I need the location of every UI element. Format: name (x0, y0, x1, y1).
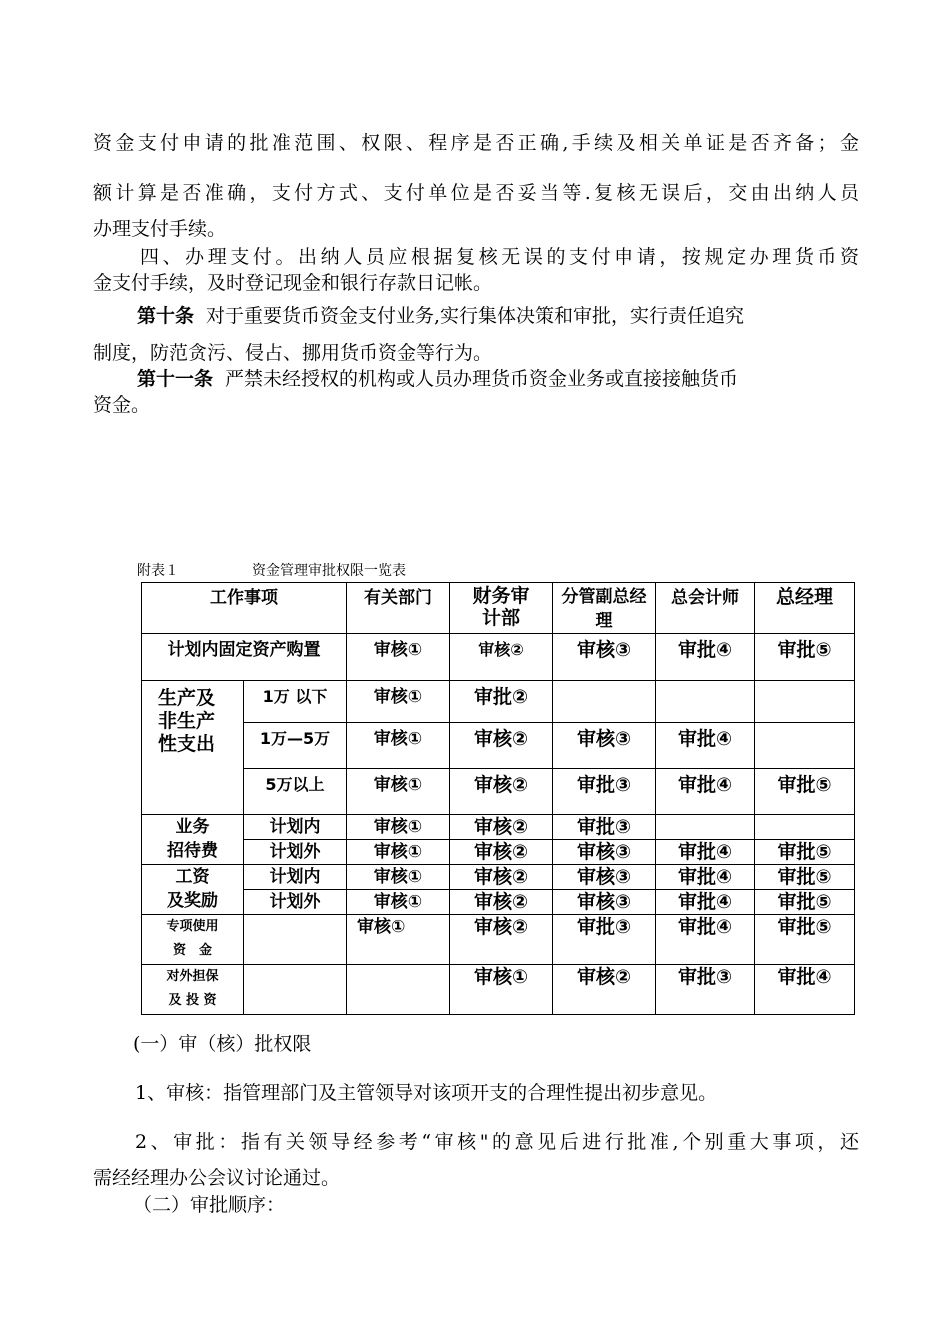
table-row (142, 840, 855, 865)
paragraph-line: 资金。 (93, 394, 151, 416)
table-row (142, 890, 855, 915)
table-cell: 审核③ (553, 865, 656, 890)
table-cell: 审批④ (656, 865, 755, 890)
table-row (142, 723, 855, 769)
header-finance-audit: 财务审计部 (450, 583, 553, 634)
sub-label (244, 915, 347, 965)
article-text: 严禁未经授权的机构或人员办理货币资金业务或直接接触货币 (225, 368, 739, 390)
table-cell: 审批⑤ (755, 634, 855, 681)
table-cell: 审核① (347, 681, 450, 723)
group-label-line: 资 金 (172, 943, 212, 958)
table-cell: 审核③ (553, 634, 656, 681)
sub-label: 5万以上 (244, 769, 347, 815)
table-cell: 审批⑤ (755, 769, 855, 815)
table-cell: 审批④ (656, 723, 755, 769)
header-department: 有关部门 (347, 583, 450, 634)
paragraph-line: 额计算是否准确，支付方式、支付单位是否妥当等.复核无误后，交由出纳人员 (93, 182, 859, 204)
table-cell: 审批④ (656, 769, 755, 815)
table-cell (656, 815, 755, 840)
header-chief-accountant: 总会计师 (656, 583, 755, 634)
table-cell: 审核② (450, 890, 553, 915)
definition-item: 2、审批：指有关领导经参考“审核"的意见后进行批准,个别重大事项，还 (135, 1131, 859, 1153)
table-cell: 审核① (347, 634, 450, 681)
table-cell: 审批③ (553, 915, 656, 965)
group-label-line: 业务 (175, 817, 210, 837)
table-row (142, 815, 855, 840)
group-label-guarantee (142, 965, 244, 1015)
table-cell (755, 815, 855, 840)
sub-label: 计划内 (244, 815, 347, 840)
approval-authority-table (141, 582, 855, 1015)
article-text: 对于重要货币资金支付业务,实行集体决策和审批，实行责任追究 (206, 305, 745, 327)
group-label-wages (142, 865, 244, 915)
sub-label: 计划外 (244, 890, 347, 915)
table-cell: 审批④ (656, 890, 755, 915)
table-cell: 审批③ (553, 815, 656, 840)
paragraph-line: 四、办理支付。出纳人员应根据复核无误的支付申请，按规定办理货币资 (140, 246, 859, 268)
table-cell: 审核② (450, 634, 553, 681)
table-cell: 审批⑤ (755, 840, 855, 865)
table-cell (755, 723, 855, 769)
table-cell: 审核② (450, 723, 553, 769)
paragraph-line: 资金支付申请的批准范围、权限、程序是否正确,手续及相关单证是否齐备；金 (93, 132, 859, 154)
table-cell: 审核① (347, 769, 450, 815)
table-cell: 审核① (347, 915, 450, 965)
sub-label: 1万 以下 (244, 681, 347, 723)
table-cell: 审核② (450, 915, 553, 965)
table-cell: 审批② (450, 681, 553, 723)
article-10 (137, 301, 859, 328)
article-label: 第十一条 (137, 368, 214, 390)
group-label-entertainment (142, 815, 244, 865)
table-cell: 审核① (450, 965, 553, 1015)
table-cell: 审核② (450, 815, 553, 840)
group-label-line: 工资 (175, 867, 210, 887)
table-row (142, 681, 855, 723)
group-label-line: 及 投 资 (168, 993, 217, 1008)
table-caption-label: 附表１ (137, 563, 179, 579)
table-row (142, 965, 855, 1015)
table-cell: 审批③ (553, 769, 656, 815)
group-label-line: 招待费 (167, 841, 218, 861)
definition-item-cont: 需经经理办公会议讨论通过。 (93, 1167, 341, 1189)
paragraph-line: 金支付手续，及时登记现金和银行存款日记帐。 (93, 272, 493, 294)
header-deputy-gm: 分管副总经理 (553, 583, 656, 634)
table-cell: 审核③ (553, 890, 656, 915)
group-label-line: 专项使用 (166, 919, 219, 934)
group-label-production: 生产及非生产性支出 (142, 681, 244, 815)
table-cell: 审核③ (553, 840, 656, 865)
table-cell: 审批③ (656, 965, 755, 1015)
table-cell: 审核① (347, 840, 450, 865)
table-row (142, 634, 855, 681)
section-heading: （二）审批顺序： (133, 1194, 286, 1216)
table-cell: 审批⑤ (755, 890, 855, 915)
table-header-row (142, 583, 855, 634)
header-work-item: 工作事项 (142, 583, 347, 634)
paragraph-line: 办理支付手续。 (93, 218, 227, 240)
table-cell: 审核① (347, 865, 450, 890)
paragraph-line: 制度，防范贪污、侵占、挪用货币资金等行为。 (93, 342, 493, 364)
table-cell: 审核② (553, 965, 656, 1015)
group-label-special-fund (142, 915, 244, 965)
table-row (142, 769, 855, 815)
table-cell (755, 681, 855, 723)
table-cell (553, 681, 656, 723)
table-cell: 审批④ (656, 634, 755, 681)
table-row (142, 865, 855, 890)
table-cell: 审核① (347, 890, 450, 915)
article-11 (137, 364, 859, 391)
section-heading: (一）审（核）批权限 (133, 1033, 312, 1055)
row-label: 计划内固定资产购置 (142, 634, 347, 681)
sub-label: 计划外 (244, 840, 347, 865)
article-label: 第十条 (137, 305, 195, 327)
header-general-manager: 总经理 (755, 583, 855, 634)
sub-label: 1万—5万 (244, 723, 347, 769)
table-caption-title: 资金管理审批权限一览表 (252, 563, 406, 579)
table-cell (656, 681, 755, 723)
table-cell: 审批④ (656, 915, 755, 965)
table-cell (347, 965, 450, 1015)
table-cell: 审核② (450, 840, 553, 865)
table-row (142, 915, 855, 965)
table-cell: 审核① (347, 723, 450, 769)
table-cell: 审核② (450, 865, 553, 890)
table-cell: 审批⑤ (755, 915, 855, 965)
table-cell: 审批④ (755, 965, 855, 1015)
definition-item: 1、审核：指管理部门及主管领导对该项开支的合理性提出初步意见。 (135, 1082, 718, 1104)
table-cell: 审核③ (553, 723, 656, 769)
sub-label: 计划内 (244, 865, 347, 890)
sub-label (244, 965, 347, 1015)
table-cell: 审批④ (656, 840, 755, 865)
table-cell: 审批⑤ (755, 865, 855, 890)
group-label-line: 及奖励 (167, 891, 218, 911)
group-label-line: 对外担保 (166, 969, 219, 984)
table-cell: 审核① (347, 815, 450, 840)
table-cell: 审核② (450, 769, 553, 815)
